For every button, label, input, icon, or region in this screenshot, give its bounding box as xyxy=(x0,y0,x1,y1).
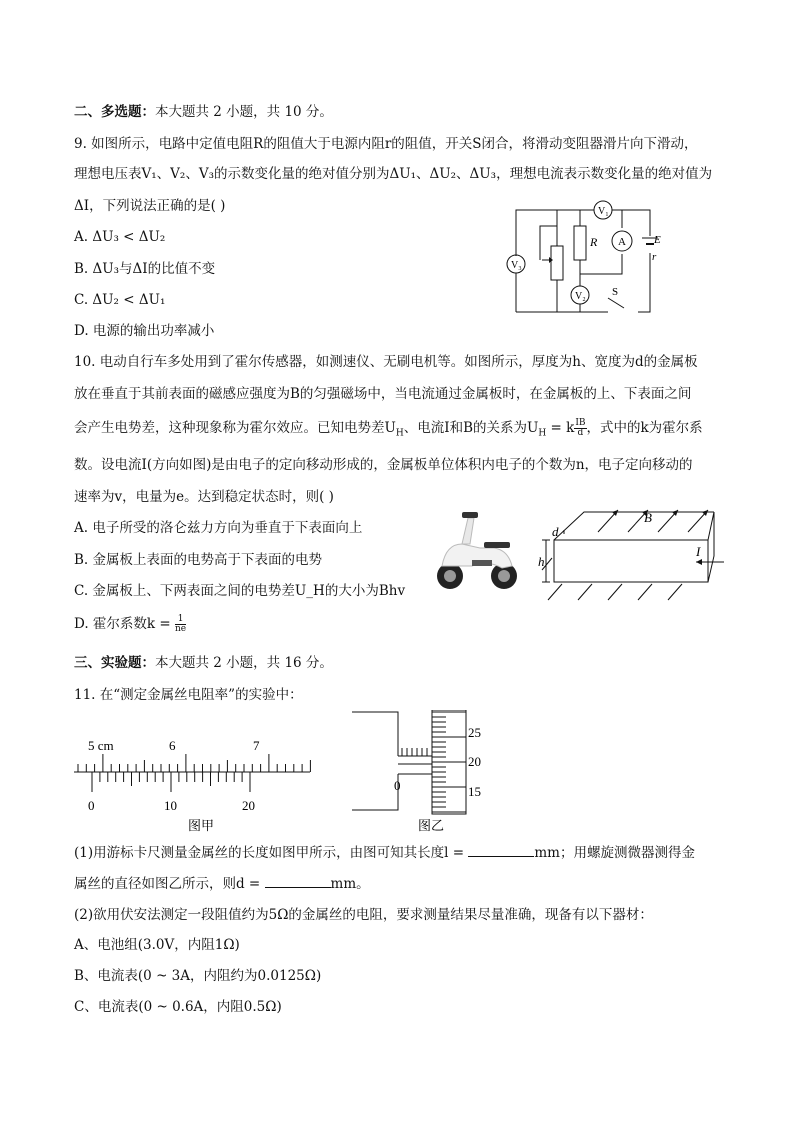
resistor-label: R xyxy=(590,235,598,249)
q9-option-a[interactable]: A. ΔU₃ < ΔU₂ xyxy=(74,229,166,245)
emf-label: E xyxy=(654,234,661,246)
micrometer-label-25: 25 xyxy=(468,725,481,740)
caliper-label-10: 10 xyxy=(164,798,177,813)
q10-option-a[interactable]: A. 电子所受的洛仑兹力方向为垂直于下表面向上 xyxy=(74,520,363,536)
q10-option-c[interactable]: C. 金属板上、下两表面之间的电势差U_H的大小为Bhv xyxy=(74,583,406,599)
q11-intro: 11. 在“测定金属丝电阻率”的实验中： xyxy=(74,687,303,703)
vernier-caliper-figure xyxy=(70,734,316,834)
current-label: I xyxy=(696,544,701,559)
q10-stem-line1: 10. 电动自行车多处用到了霍尔传感器，如测速仪、无刷电机等。如图所示，厚度为h、宽度为d的金属板 xyxy=(74,354,698,370)
hall-plate-figure xyxy=(528,500,728,602)
caliper-caption: 图甲 xyxy=(188,818,215,833)
q9-stem-line2: 理想电压表V₁、V₂、V₃的示数变化量的绝对值分别为ΔU₁、ΔU₂、ΔU₃，理想电流表示数变化量的绝对值为 xyxy=(74,166,713,182)
hall-formula-fraction: $\frac{IB}{d}$ xyxy=(575,418,586,438)
q9-option-d[interactable]: D. 电源的输出功率减小 xyxy=(74,323,215,339)
caliper-label-0: 0 xyxy=(88,798,95,813)
q11-part1-line1: (1)用游标卡尺测量金属丝的长度如图甲所示，由图可知其长度l = mm；用螺旋测微器测得金 xyxy=(74,842,695,863)
q10-option-b[interactable]: B. 金属板上表面的电势高于下表面的电势 xyxy=(74,552,323,568)
length-answer-blank[interactable] xyxy=(468,842,534,857)
q9-stem-line3: ΔI，下列说法正确的是( ) xyxy=(74,198,226,214)
v1-label: V₁ xyxy=(598,206,609,217)
caliper-label-5cm: 5 cm xyxy=(88,738,114,753)
section-heading-3: 三、实验题：本大题共 2 小题，共 16 分。 xyxy=(74,655,333,671)
equipment-item-a: A、电池组(3.0V，内阻1Ω) xyxy=(74,937,240,953)
caliper-label-6: 6 xyxy=(169,738,176,753)
section-heading: 二、多选题：本大题共 2 小题，共 10 分。 xyxy=(74,104,333,120)
equipment-item-b: B、电流表(0 ~ 3A，内阻约为0.0125Ω) xyxy=(74,968,322,984)
equipment-item-c: C、电流表(0 ~ 0.6A，内阻0.5Ω) xyxy=(74,999,282,1015)
thickness-label: h xyxy=(538,554,545,569)
field-label: B xyxy=(644,510,652,525)
v2-label: V₂ xyxy=(575,291,586,302)
internal-resistance-label: r xyxy=(652,251,657,263)
micrometer-label-15: 15 xyxy=(468,784,481,799)
v3-label: V₃ xyxy=(511,260,522,271)
q9-stem-line1: 9. 如图所示，电路中定值电阻R的阻值大于电源内阻r的阻值，开关S闭合，将滑动变阻器滑片向下滑动， xyxy=(74,136,698,152)
q11-part1-line2: 属丝的直径如图乙所示，则d = mm。 xyxy=(74,873,370,894)
switch-label: S xyxy=(612,286,619,298)
diameter-answer-blank[interactable] xyxy=(265,873,331,888)
width-label: d xyxy=(552,524,559,539)
q10-stem-line5: 速率为v，电量为e。达到稳定状态时，则( ) xyxy=(74,489,334,505)
micrometer-zero: 0 xyxy=(394,778,401,793)
circuit-diagram xyxy=(500,198,670,318)
q9-option-c[interactable]: C. ΔU₂ < ΔU₁ xyxy=(74,292,166,308)
q11-part2: (2)欲用伏安法测定一段阻值约为5Ω的金属丝的电阻，要求测量结果尽量准确，现备有以下器材： xyxy=(74,907,653,923)
micrometer-caption: 图乙 xyxy=(418,818,445,833)
q10-stem-line2: 放在垂直于其前表面的磁感应强度为B的匀强磁场中，当电流通过金属板时，在金属板的上、下表面之间 xyxy=(74,386,692,402)
q10-stem-line3: 会产生电势差，这种现象称为霍尔效应。已知电势差$U_H$、电流I和B的关系为$U_H = k$ $\frac{IB}{d}$ ，式中的k为霍尔系 xyxy=(74,418,703,439)
ammeter-label: A xyxy=(618,236,626,248)
q10-option-d[interactable]: D. 霍尔系数k = $\frac{1}{ne}$ xyxy=(74,614,187,634)
q9-option-b[interactable]: B. ΔU₃与ΔI的比值不变 xyxy=(74,261,216,277)
micrometer-label-20: 20 xyxy=(468,754,481,769)
q10-stem-line4: 数。设电流I(方向如图)是由电子的定向移动形成的，金属板单位体积内电子的个数为n，电子定向移动的 xyxy=(74,457,693,473)
caliper-label-7: 7 xyxy=(253,738,260,753)
electric-scooter-image xyxy=(432,504,524,596)
micrometer-figure xyxy=(350,710,500,836)
caliper-label-20: 20 xyxy=(242,798,255,813)
